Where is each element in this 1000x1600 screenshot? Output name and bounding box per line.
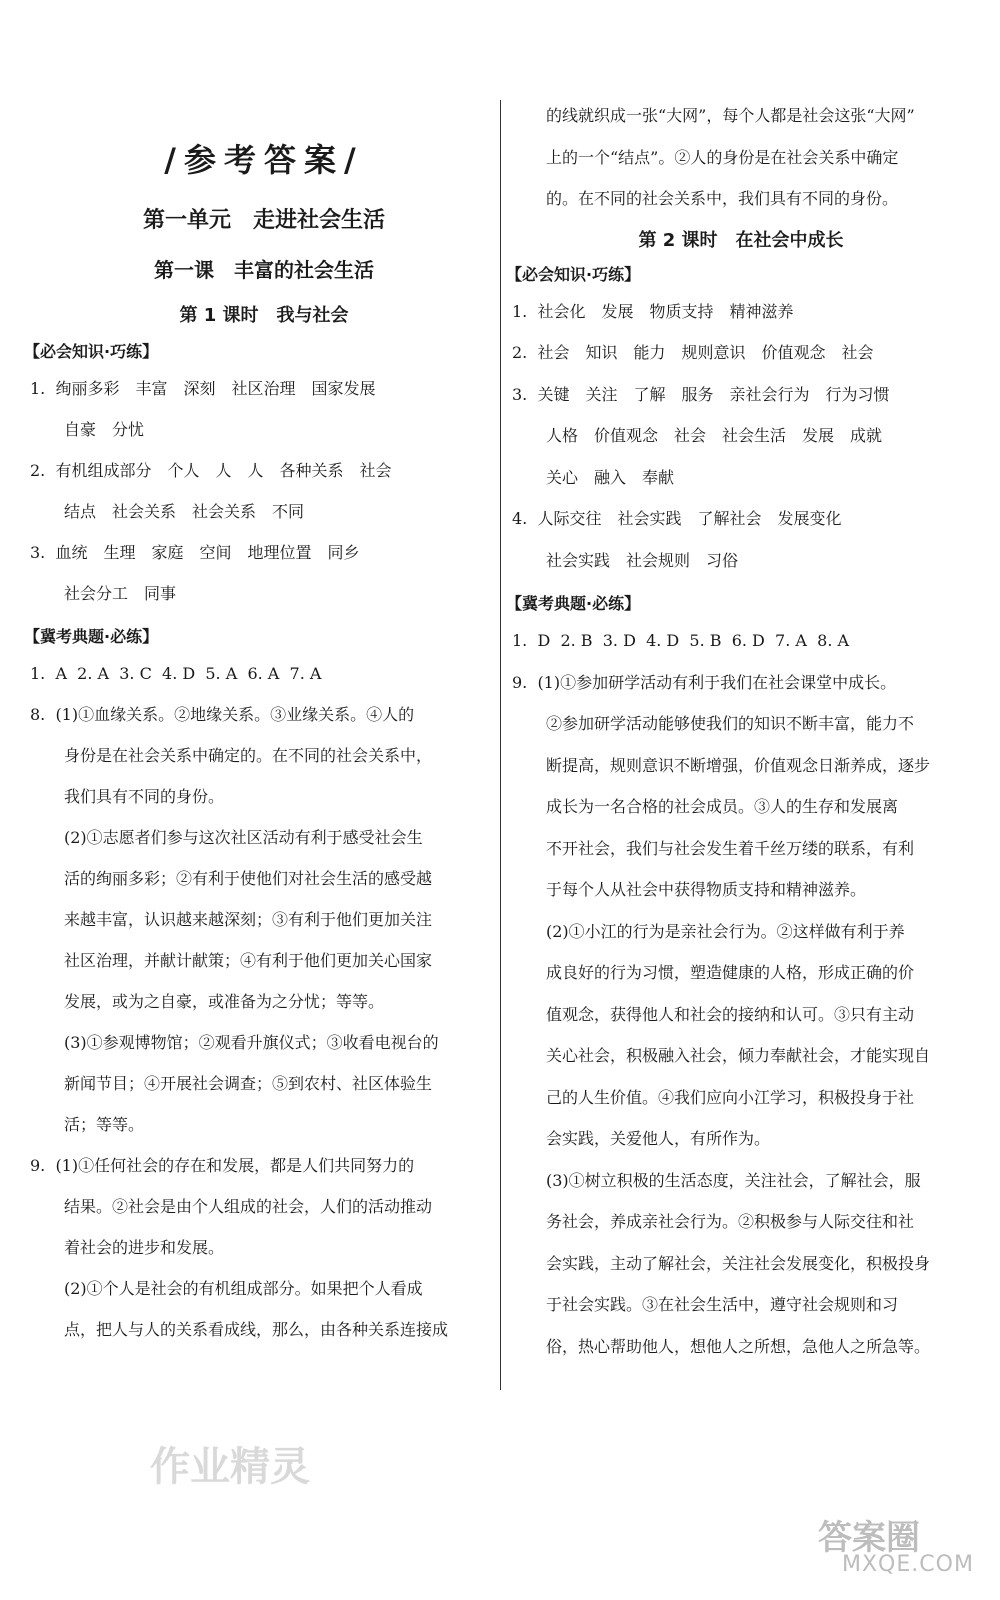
answer-line: (3)①参观博物馆；②观看升旗仪式；③收看电视台的 [64, 1033, 439, 1052]
answer-line: 9. (1)①任何社会的存在和发展，都是人们共同努力的 [30, 1156, 415, 1175]
watermark-logo: 答案圈 [818, 1518, 920, 1558]
answer-line: 的线就织成一张“大网”，每个人都是社会这张“大网” [546, 106, 915, 125]
answer-line: 来越丰富，认识越来越深刻；③有利于他们更加关注 [64, 910, 433, 929]
faint-watermark: 作业精灵 [150, 1444, 310, 1490]
answer-line: 成良好的行为习惯，塑造健康的人格，形成正确的价 [546, 963, 915, 982]
answer-line: 点，把人与人的关系看成线，那么，由各种关系连接成 [64, 1320, 449, 1339]
answer-line: ②参加研学活动能够使我们的知识不断丰富，能力不 [546, 714, 915, 733]
answer-line: 我们具有不同的身份。 [64, 787, 225, 806]
answer-line: 关心 融入 奉献 [546, 467, 675, 487]
answer-line: 断提高，规则意识不断增强，价值观念日渐养成，逐步 [546, 755, 931, 775]
left-column [24, 95, 498, 1350]
answer-line: 于社会实践。③在社会生活中，遵守社会规则和习 [546, 1295, 899, 1314]
answer-line: 己的人生价值。④我们应向小江学习，积极投身于社 [546, 1087, 915, 1107]
answer-line: 社会实践 社会规则 习俗 [546, 550, 739, 570]
answer-line: 1. A 2. A 3. C 4. D 5. A 6. A 7. A [30, 664, 322, 683]
answer-line: 人格 价值观念 社会 社会生活 发展 成就 [546, 426, 883, 445]
answer-line: 1. D 2. B 3. D 4. D 5. B 6. D 7. A 8. A [512, 631, 850, 650]
answer-line: 务社会，养成亲社会行为。②积极参与人际交往和社 [546, 1212, 915, 1231]
section-heading: 【冀考典题·必练】 [24, 627, 159, 646]
answer-line: (3)①树立积极的生活态度，关注社会，了解社会，服 [546, 1170, 921, 1190]
answer-line: 9. (1)①参加研学活动有利于我们在社会课堂中成长。 [512, 672, 897, 692]
answer-line: 2. 有机组成部分 个人 人 人 各种关系 社会 [30, 461, 392, 480]
section-heading: 【必会知识·巧练】 [506, 264, 641, 284]
answer-line: 着社会的进步和发展。 [64, 1238, 225, 1257]
answer-line: 新闻节目；④开展社会调查；⑤到农村、社区体验生 [64, 1074, 433, 1093]
answer-line: 3. 关键 关注 了解 服务 亲社会行为 行为习惯 [512, 384, 890, 404]
answer-line: 关心社会，积极融入社会，倾力奉献社会，才能实现自 [546, 1046, 931, 1065]
answer-line: (2)①小江的行为是亲社会行为。②这样做有利于养 [546, 921, 905, 941]
answer-line: 身份是在社会关系中确定的。在不同的社会关系中， [64, 746, 433, 765]
answer-line: 8. (1)①血缘关系。②地缘关系。③业缘关系。④人的 [30, 705, 415, 724]
answer-line: 社区治理，并献计献策；④有利于他们更加关心国家 [64, 951, 433, 970]
answer-line: 1. 绚丽多彩 丰富 深刻 社区治理 国家发展 [30, 379, 376, 398]
answer-line: 会实践，主动了解社会，关注社会发展变化，积极投身 [546, 1253, 931, 1273]
answer-line: 自豪 分忧 [64, 420, 145, 439]
section-heading: 【冀考典题·必练】 [506, 594, 641, 613]
answers-header: /参考答案/ [164, 141, 364, 179]
column-divider [500, 100, 501, 1390]
section-heading: 【必会知识·巧练】 [24, 342, 159, 361]
answer-line: 结点 社会关系 社会关系 不同 [64, 502, 305, 521]
answer-line: (2)①个人是社会的有机组成部分。如果把个人看成 [64, 1279, 423, 1298]
answer-line: 发展，或为之自豪，或准备为之分忧；等等。 [64, 992, 385, 1011]
answer-line: 俗，热心帮助他人，想他人之所想，急他人之所急等。 [546, 1336, 931, 1356]
answer-line: 4. 人际交往 社会实践 了解社会 发展变化 [512, 509, 842, 528]
answer-line: 结果。②社会是由个人组成的社会，人们的活动推动 [64, 1197, 433, 1216]
answer-line: 2. 社会 知识 能力 规则意识 价值观念 社会 [512, 343, 874, 362]
answer-line: 活；等等。 [64, 1115, 145, 1134]
right-column [506, 95, 970, 1367]
answer-line: 会实践，关爱他人，有所作为。 [546, 1129, 771, 1148]
watermark-url: MXQE.COM [842, 1552, 974, 1577]
period-title: 第 1 课时 我与社会 [179, 305, 349, 326]
answer-line: 值观念，获得他人和社会的接纳和认可。③只有主动 [546, 1004, 915, 1024]
answer-line: 社会分工 同事 [64, 584, 177, 603]
unit-title: 第一单元 走进社会生活 [142, 208, 385, 233]
answer-line: 3. 血统 生理 家庭 空间 地理位置 同乡 [30, 543, 360, 562]
answer-line: 活的绚丽多彩；②有利于使他们对社会生活的感受越 [64, 869, 433, 888]
answer-line: 的。在不同的社会关系中，我们具有不同的身份。 [546, 189, 899, 208]
answer-line: 上的一个“结点”。②人的身份是在社会关系中确定 [546, 147, 899, 167]
lesson-title: 第一课 丰富的社会生活 [154, 258, 374, 282]
answer-line: (2)①志愿者们参与这次社区活动有利于感受社会生 [64, 828, 423, 847]
period-title: 第 2 课时 在社会中成长 [638, 229, 844, 251]
answer-line: 于每个人从社会中获得物质支持和精神滋养。 [546, 880, 867, 899]
answer-line: 1. 社会化 发展 物质支持 精神滋养 [512, 301, 794, 321]
answer-line: 成长为一名合格的社会成员。③人的生存和发展离 [546, 797, 899, 816]
answer-line: 不开社会，我们与社会发生着千丝万缕的联系，有利 [546, 838, 915, 858]
